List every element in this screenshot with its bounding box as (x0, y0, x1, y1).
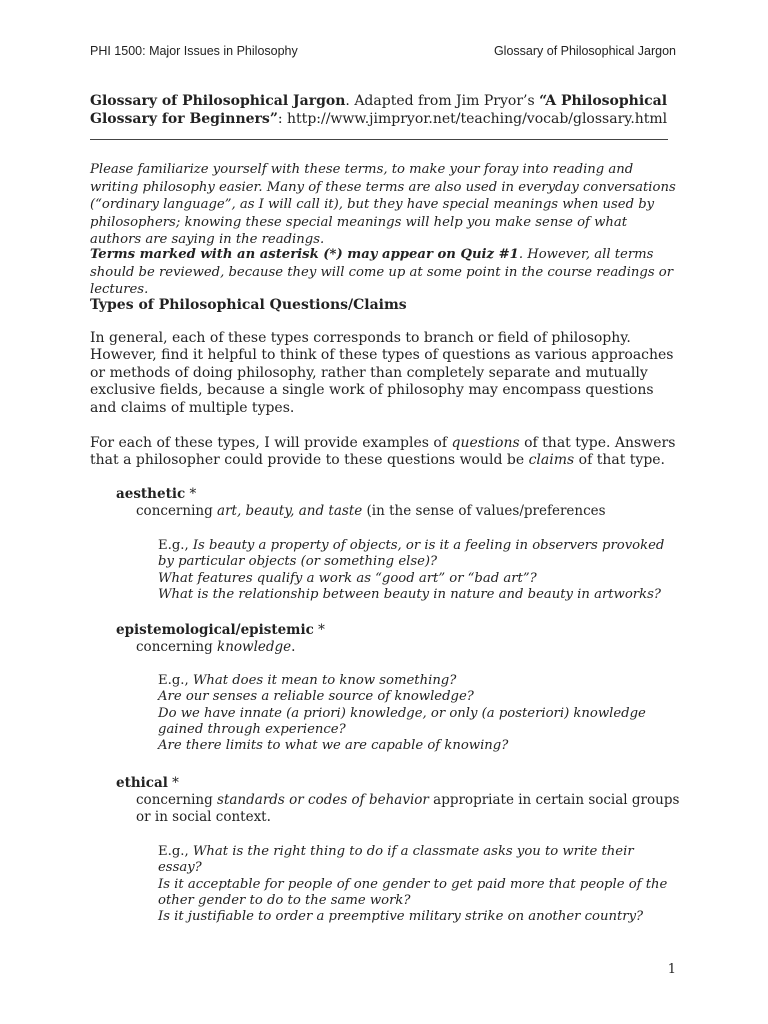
def-text: concerning (136, 503, 218, 519)
def-emphasis: standards or codes of behavior (217, 792, 429, 808)
definition-epistemological (136, 639, 681, 656)
examples-epistemological (158, 673, 678, 754)
term-ethical (116, 775, 179, 791)
title-colon: : (277, 111, 283, 127)
def-text: . (291, 639, 296, 655)
page-number: 1 (667, 962, 676, 977)
example-line: Do we have innate (a priori) knowledge, or only (a posteriori) knowledge gained through experience? (158, 705, 646, 737)
def-text: (in the sense of values/preferences (362, 503, 606, 519)
example-text: What is the right thing to do if a classmate asks you to write their essay? (158, 844, 634, 876)
term-name: ethical (116, 775, 168, 791)
term-name: epistemological/epistemic (116, 622, 314, 638)
term-asterisk: * (167, 775, 179, 791)
para2-text: of that type. Answers that a philosopher could provide to these questions would be (90, 435, 676, 469)
quiz-note-bold: Terms marked with an asterisk (*) may appear on Quiz #1 (90, 247, 519, 262)
example-text: Is beauty a property of objects, or is it a feeling in observers provoked by particular objects (or something else)? (158, 538, 665, 570)
running-header-course: PHI 1500: Major Issues in Philosophy (90, 44, 298, 58)
running-header-title: Glossary of Philosophical Jargon (493, 44, 676, 58)
source-url: http://www.jimpryor.net/teaching/vocab/glossary.html (282, 111, 668, 127)
intro-paragraph: Please familiarize yourself with these terms, to make your foray into reading and writing philosophy easier. Many of these terms are also used in everyday conversations (“ordinary language”, as I will call it), but they have special meanings when used by philosophers; knowing these special meanings will help you make sense of what authors are saying in the readings. (90, 162, 676, 247)
title-adapted: . Adapted from Jim Pryor’s (345, 93, 540, 109)
eg-label: E.g., (158, 673, 193, 688)
examples-aesthetic (158, 538, 678, 603)
example-line: Is it justifiable to order a preemptive military strike on another country? (158, 909, 644, 925)
example-line: What features qualify a work as “good art” or “bad art”? (158, 570, 537, 586)
def-text: appropriate in certain social groups or in social context. (136, 792, 680, 826)
title-divider (90, 139, 668, 140)
example-line (158, 844, 678, 877)
examples-ethical (158, 844, 678, 925)
def-text: concerning (136, 792, 218, 808)
section-paragraph-2 (90, 435, 676, 470)
example-line: Are our senses a reliable source of knowledge? (158, 689, 474, 705)
example-line: Are there limits to what we are capable of knowing? (158, 738, 509, 754)
source-title: “A Philosophical Glossary for Beginners” (90, 93, 668, 127)
definition-aesthetic (136, 503, 681, 520)
def-emphasis: art, beauty, and taste (217, 503, 363, 519)
section-heading: Types of Philosophical Questions/Claims (90, 297, 407, 313)
def-text: concerning (136, 639, 218, 655)
term-asterisk: * (185, 486, 197, 502)
eg-label: E.g., (158, 844, 193, 859)
document-title (90, 92, 680, 128)
term-epistemological (116, 622, 325, 638)
para2-text: For each of these types, I will provide examples of (90, 435, 452, 451)
def-emphasis: knowledge (217, 639, 292, 655)
para2-questions: questions (451, 435, 520, 451)
eg-label: E.g., (158, 538, 193, 553)
example-text: What does it mean to know something? (192, 673, 457, 688)
example-line (158, 538, 678, 571)
title-bold: Glossary of Philosophical Jargon (90, 93, 346, 109)
para2-text: of that type. (574, 452, 666, 469)
section-paragraph-1: In general, each of these types corresponds to branch or field of philosophy. However, find it helpful to think of these types of questions as various approaches or methods of doing philosophy, rather than completely separate and mutually exclusive fields, because a single work of philosophy may encompass questions and claims of multiple types. (90, 330, 674, 416)
quiz-note-rest: . However, all terms should be reviewed, because they will come up at some point in the course readings or lectures. (90, 247, 674, 297)
term-name: aesthetic (116, 486, 186, 502)
example-line: What is the relationship between beauty in nature and beauty in artworks? (158, 586, 661, 602)
quiz-note (90, 246, 680, 299)
example-line (158, 673, 678, 689)
term-aesthetic (116, 486, 196, 502)
example-line: Is it acceptable for people of one gender to get paid more that people of the other gender to do to the same work? (158, 876, 668, 908)
para2-claims: claims (528, 452, 575, 469)
definition-ethical (136, 792, 681, 827)
term-asterisk: * (313, 622, 325, 638)
